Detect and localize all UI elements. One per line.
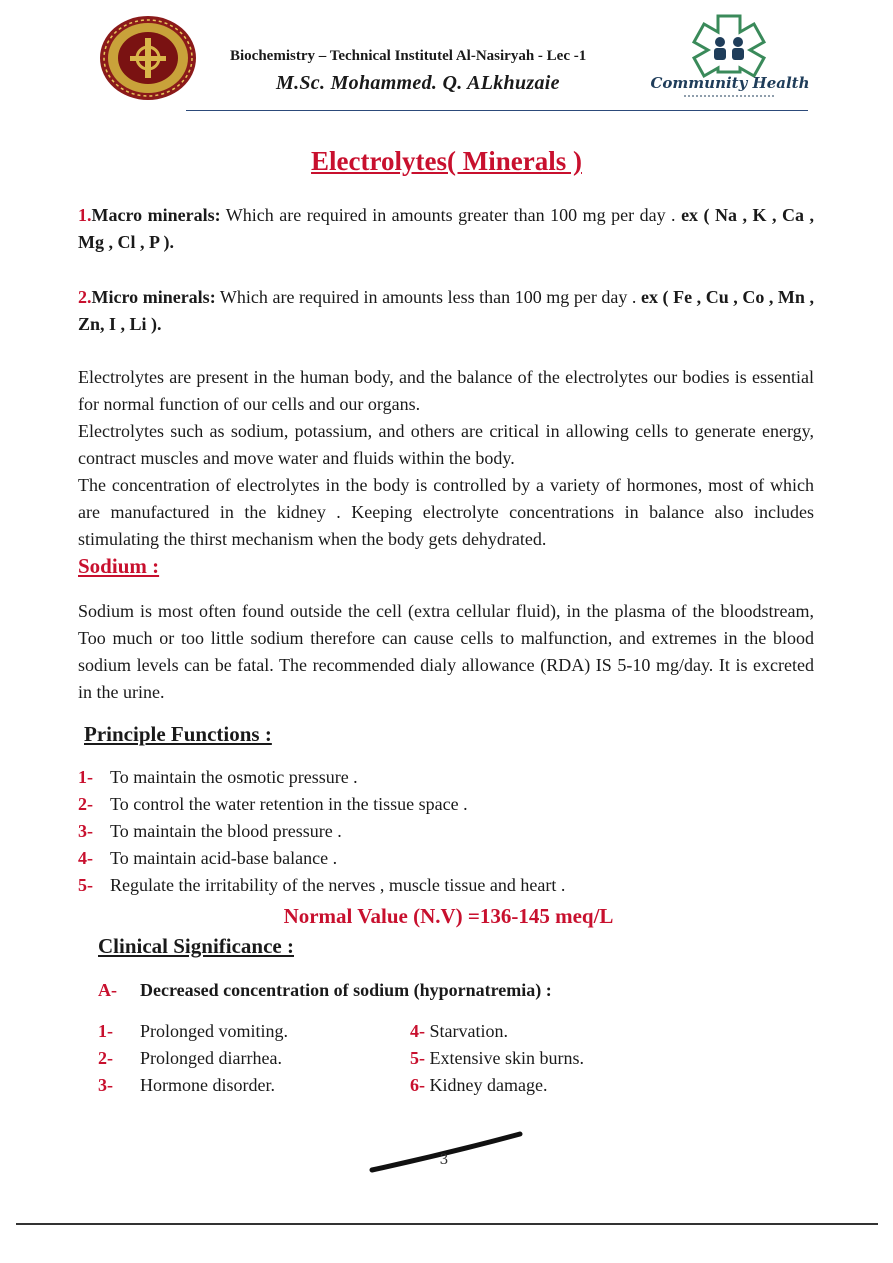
clinical-subheading: A- Decreased concentration of sodium (hypornatremia) : <box>98 980 552 1000</box>
mineral-examples: ex ( Fe , Cu , Co , Mn , Zn, I , Li ). <box>78 287 814 334</box>
intro-paragraph-3: The concentration of electrolytes in the body is controlled by a variety of hormones, most of which are manufactured in the kidney . Keeping electrolyte concentrations in balance also includes stimulating the thirst mechanism when the body gets dehydrated. <box>78 475 814 549</box>
list-item: 1- Prolonged vomiting. <box>98 1021 288 1041</box>
list-number: 1. <box>78 205 92 225</box>
institute-seal-logo <box>98 14 198 102</box>
list-item: 5- Extensive skin burns. <box>410 1048 584 1068</box>
mineral-text: Which are required in amounts less than 100 mg per day . <box>215 287 641 307</box>
normal-value: Normal Value (N.V) =136-145 meq/L <box>283 904 614 928</box>
list-item: 2- To control the water retention in the tissue space . <box>78 794 468 814</box>
author-name: M.Sc. Mohammed. Q. ALkhuzaie <box>276 72 560 94</box>
mineral-term: Micro minerals: <box>91 287 216 307</box>
intro-paragraph-1: Electrolytes are present in the human body, and the balance of the electrolytes our bodies is essential for normal function of our cells and our organs. <box>78 367 814 414</box>
list-item: 5- Regulate the irritability of the nerves , muscle tissue and heart . <box>78 875 566 895</box>
community-health-logo-text: Community Health <box>650 74 810 92</box>
community-health-logo <box>650 10 810 102</box>
functions-heading: Principle Functions : <box>84 722 272 746</box>
sodium-heading: Sodium : <box>78 554 160 578</box>
sodium-paragraph: Sodium is most often found outside the cell (extra cellular fluid), in the plasma of the bloodstream, Too much or too little sodium therefore can cause cells to malfunction, and extremes in the blood sodium levels can be fatal. The recommended dialy allowance (RDA) IS 5-10 mg/day. It is excreted in the urine. <box>78 601 814 702</box>
list-number: 2. <box>78 287 92 307</box>
macro-minerals-item <box>78 202 814 256</box>
list-item: 4- Starvation. <box>410 1021 508 1041</box>
intro-paragraph-2: Electrolytes such as sodium, potassium, and others are critical in allowing cells to generate energy, contract muscles and move water and fluids within the body. <box>78 421 814 468</box>
list-item: 3- To maintain the blood pressure . <box>78 821 342 841</box>
mineral-text: Which are required in amounts greater than 100 mg per day . <box>220 205 682 225</box>
mineral-term: Macro minerals: <box>91 205 221 225</box>
list-item: 4- To maintain acid-base balance . <box>78 848 338 868</box>
footer-divider <box>16 1223 878 1225</box>
page-number: 3 <box>439 1152 449 1168</box>
mineral-examples: ex ( Na , K , Ca , Mg , Cl , P ). <box>78 205 814 252</box>
list-item: 3- Hormone disorder. <box>98 1075 275 1095</box>
page-title: Electrolytes( Minerals ) <box>311 146 582 176</box>
clinical-heading: Clinical Significance : <box>98 934 294 958</box>
micro-minerals-item <box>78 284 814 338</box>
list-item: 6- Kidney damage. <box>410 1075 548 1095</box>
page-number-signature <box>368 1126 528 1182</box>
list-item: 2- Prolonged diarrhea. <box>98 1048 282 1068</box>
header-divider <box>186 110 808 111</box>
course-header: Biochemistry – Technical Institutel Al-Nasiryah - Lec -1 <box>230 48 587 64</box>
list-item: 1- To maintain the osmotic pressure . <box>78 767 358 787</box>
